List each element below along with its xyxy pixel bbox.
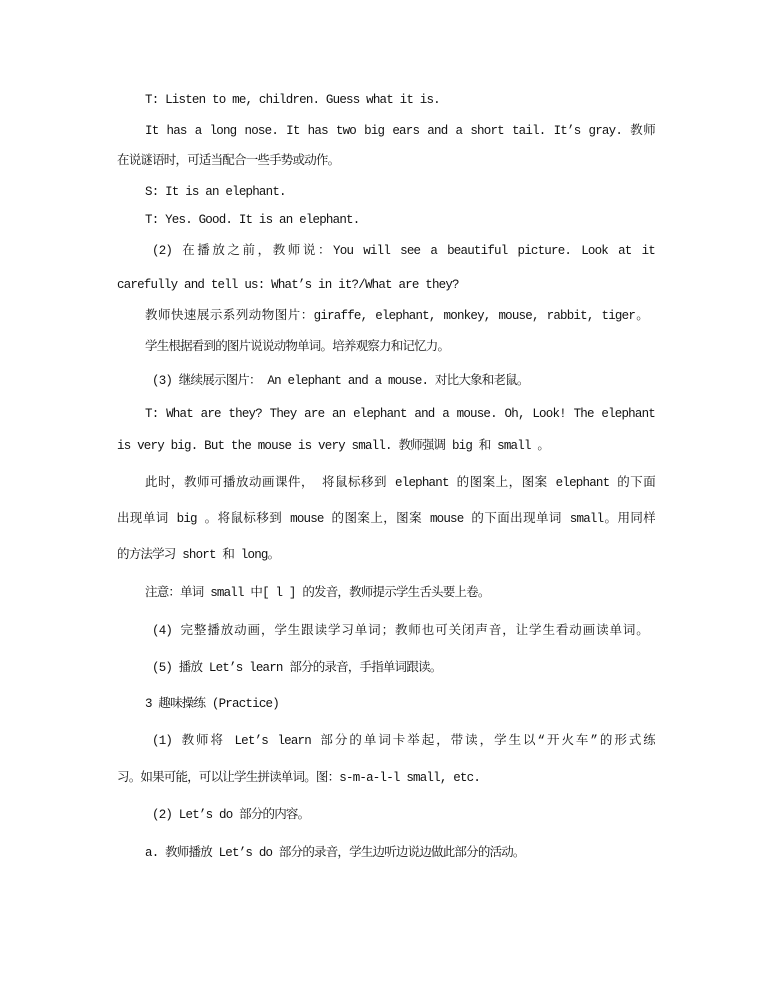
- line-animation-2: 出现单词 big 。将鼠标移到 mouse 的图案上，图案 mouse 的下面出现单词 small。用同样: [117, 512, 655, 526]
- line-practice-1: (1) 教师将 Let’s learn 部分的单词卡举起，带读，学生以“开火车”的形式练: [152, 734, 655, 748]
- line-practice-2: (2) Let’s do 部分的内容。: [152, 808, 310, 822]
- line-step-2: (2) 在播放之前，教师说：You will see a beautiful picture. Look at it: [152, 244, 655, 258]
- line-practice-1-cont: 习。如果可能，可以让学生拼读单词。图：s-m-a-l-l small, etc.: [117, 771, 481, 785]
- line-step-3: (3) 继续展示图片： An elephant and a mouse. 对比大象和老鼠。: [152, 374, 529, 388]
- section-heading-practice: 3 趣味操练 (Practice): [145, 697, 279, 711]
- line-practice-2a: a. 教师播放 Let’s do 部分的录音，学生边听边说边做此部分的活动。: [145, 846, 525, 860]
- line-step-4: (4) 完整播放动画，学生跟读学习单词；教师也可关闭声音，让学生看动画读单词。: [152, 624, 648, 638]
- line-riddle: It has a long nose. It has two big ears and a short tail. It’s gray. 教师: [145, 124, 655, 138]
- line-riddle-note: 在说谜语时，可适当配合一些手势或动作。: [117, 154, 340, 168]
- line-step-2-cont: carefully and tell us: What’s in it?/What are they?: [117, 278, 459, 292]
- line-animation-3: 的方法学习 short 和 long。: [117, 548, 280, 562]
- line-animal-pictures: 教师快速展示系列动物图片：giraffe, elephant, monkey, mouse, rabbit, tiger。: [145, 309, 648, 323]
- line-step-5: (5) 播放 Let’s learn 部分的录音，手指单词跟读。: [152, 661, 442, 675]
- line-big-small: is very big. But the mouse is very small. 教师强调 big 和 small 。: [117, 439, 550, 453]
- line-animation-1: 此时，教师可播放动画课件， 将鼠标移到 elephant 的图案上，图案 elephant 的下面: [145, 476, 655, 490]
- line-teacher-question: T: What are they? They are an elephant and a mouse. Oh, Look! The elephant: [145, 407, 655, 421]
- line-teacher-listen: T: Listen to me, children. Guess what it is.: [145, 93, 440, 107]
- line-teacher-confirm: T: Yes. Good. It is an elephant.: [145, 213, 360, 227]
- line-student-words: 学生根据看到的图片说说动物单词。培养观察力和记忆力。: [145, 340, 450, 354]
- line-student-answer: S: It is an elephant.: [145, 185, 286, 199]
- line-pronunciation-note: 注意：单词 small 中[ l ] 的发音，教师提示学生舌头要上卷。: [145, 586, 490, 600]
